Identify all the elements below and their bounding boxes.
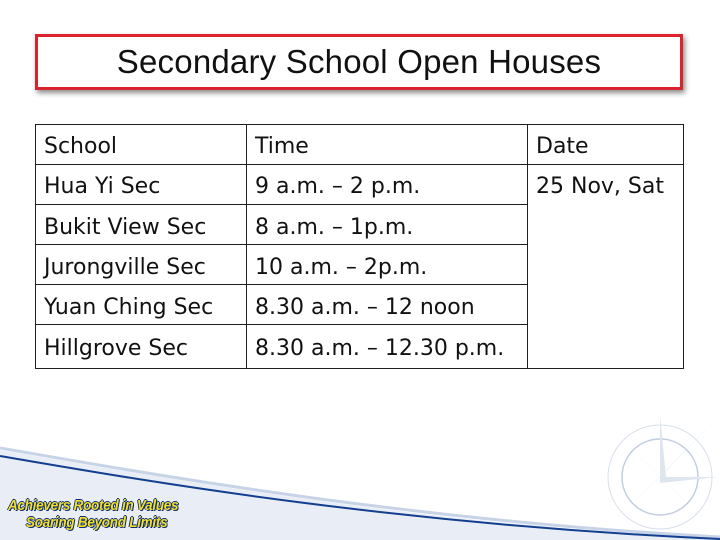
table-row: [35, 324, 247, 369]
table-row: [246, 324, 528, 369]
open-house-time: 8.30 a.m. – 12.30 p.m.: [255, 336, 505, 361]
open-house-date: 25 Nov, Sat: [536, 174, 664, 199]
title-box: [35, 34, 683, 90]
school-name: Yuan Ching Sec: [44, 295, 214, 320]
open-house-time: 10 a.m. – 2p.m.: [255, 255, 428, 280]
page-title: Secondary School Open Houses: [116, 43, 602, 80]
table-row: [35, 284, 247, 325]
date-cell: [527, 164, 684, 369]
header-cell-time: [246, 124, 528, 165]
table-row: [35, 164, 247, 205]
compass-rose-icon: [580, 395, 720, 540]
table-row: [35, 244, 247, 285]
open-house-time: 9 a.m. – 2 p.m.: [255, 174, 421, 199]
table-row: [246, 204, 528, 245]
header-school: School: [44, 134, 118, 159]
header-cell-date: [527, 124, 684, 165]
motto-line-1: Achievers Rooted in Values: [8, 497, 179, 514]
school-name: Hillgrove Sec: [44, 336, 189, 361]
open-house-time: 8 a.m. – 1p.m.: [255, 215, 414, 240]
table-row: [35, 204, 247, 245]
school-name: Bukit View Sec: [44, 215, 207, 240]
school-name: Hua Yi Sec: [44, 174, 161, 199]
header-cell-school: [35, 124, 247, 165]
school-name: Jurongville Sec: [44, 255, 206, 280]
table-row: [246, 284, 528, 325]
table-row: [246, 164, 528, 205]
school-motto-logo: [8, 497, 178, 531]
header-date: Date: [536, 134, 589, 159]
table-row: [246, 244, 528, 285]
open-house-time: 8.30 a.m. – 12 noon: [255, 295, 475, 320]
header-time: Time: [255, 134, 309, 159]
motto-line-2: Soaring Beyond Limits: [26, 514, 168, 531]
